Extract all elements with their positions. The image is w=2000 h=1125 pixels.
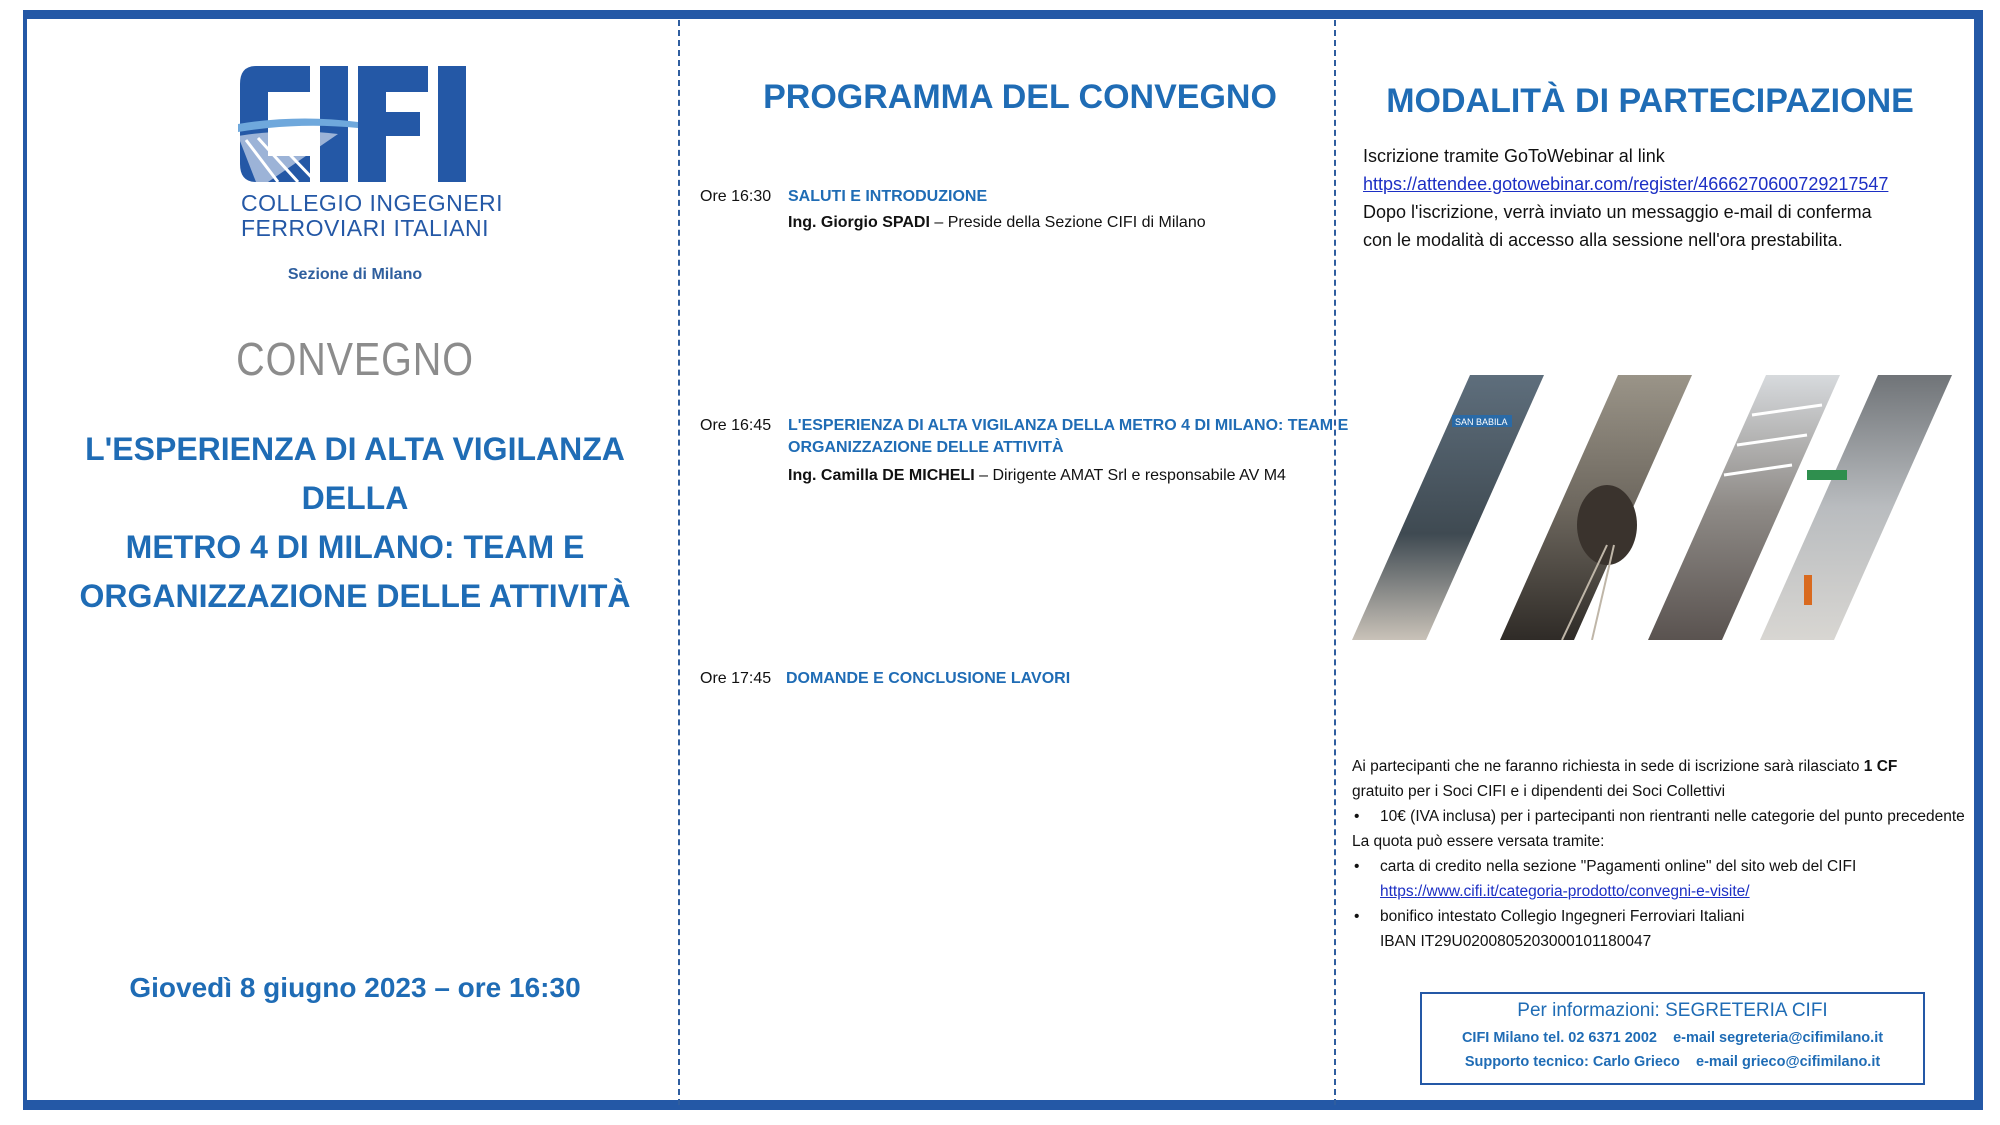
photo-sign: SAN BABILA [1455, 417, 1508, 427]
event-date: Giovedì 8 giugno 2023 – ore 16:30 [129, 972, 581, 1003]
payment-intro: La quota può essere versata tramite: [1352, 833, 1605, 850]
section-label: Sezione di Milano [287, 266, 423, 283]
program-speaker [788, 467, 1286, 485]
payment-link[interactable]: https://www.cifi.it/categoria-prodotto/convegni-e-visite/ [1380, 883, 1750, 900]
fee-item: • 10€ (IVA inclusa) per i partecipanti non rientranti nelle categorie del punto precedente [1352, 804, 1972, 829]
speaker-role: – Preside della Sezione CIFI di Milano [929, 214, 1206, 231]
event-title [40, 425, 670, 621]
program-item-title [788, 415, 1348, 459]
cf-info: Ai partecipanti che ne faranno richiesta in sede di iscrizione sarà rilasciato 1 CF [1352, 758, 1898, 775]
program-item-title: SALUTI E INTRODUZIONE [788, 188, 988, 205]
logo-line-2: FERROVIARI ITALIANI [241, 215, 490, 241]
program-heading: PROGRAMMA DEL CONVEGNO [763, 78, 1277, 116]
event-title-line: METRO 4 DI MILANO: TEAM E [125, 529, 585, 565]
column-divider-right [1334, 20, 1336, 1105]
registration-info [1363, 142, 1963, 254]
payment-bank: • bonifico intestato Collegio Ingegneri Ferroviari Italiani IBAN IT29U0200805203000101180047 [1352, 904, 1972, 954]
fees-and-payment [1352, 754, 1972, 954]
program-item-title-line: ORGANIZZAZIONE DELLE ATTIVITÀ [788, 439, 1064, 456]
program-time: Ore 17:45 [700, 670, 772, 687]
program-time: Ore 16:30 [700, 188, 772, 205]
iban: IBAN IT29U0200805203000101180047 [1380, 933, 1652, 950]
program-item-title-line: L'ESPERIENZA DI ALTA VIGILANZA DELLA METRO 4 DI MILANO: TEAM E [788, 417, 1349, 434]
convegno-label: CONVEGNO [236, 333, 474, 385]
info-support: Supporto tecnico: Carlo Grieco e-mail grieco@cifimilano.it [1464, 1054, 1881, 1070]
program-speaker [788, 214, 1206, 232]
program-item-title: DOMANDE E CONCLUSIONE LAVORI [786, 670, 1071, 687]
info-heading: Per informazioni: SEGRETERIA CIFI [1517, 1000, 1828, 1021]
registration-note: con le modalità di accesso alla sessione nell'ora prestabilita. [1363, 230, 1843, 250]
program-time: Ore 16:45 [700, 417, 772, 434]
cf-info-2: gratuito per i Soci CIFI e i dipendenti dei Soci Collettivi [1352, 783, 1726, 800]
speaker-name: Ing. Giorgio SPADI [788, 214, 930, 231]
event-title-line: L'ESPERIENZA DI ALTA VIGILANZA DELLA [85, 431, 625, 516]
speaker-role: – Dirigente AMAT Srl e responsabile AV M4 [974, 467, 1286, 484]
logo-line-1: COLLEGIO INGEGNERI [241, 190, 504, 216]
participation-heading: MODALITÀ DI PARTECIPAZIONE [1386, 82, 1914, 120]
cifi-logo [238, 64, 483, 184]
registration-note: Dopo l'iscrizione, verrà inviato un messaggio e-mail di conferma [1363, 202, 1872, 222]
event-title-line: ORGANIZZAZIONE DELLE ATTIVITÀ [79, 578, 631, 614]
info-box [1420, 992, 1925, 1085]
metro-photo-strip [1352, 375, 1952, 640]
registration-link[interactable]: https://attendee.gotowebinar.com/register/4666270600729217547 [1363, 174, 1889, 194]
info-contact: CIFI Milano tel. 02 6371 2002 e-mail segreteria@cifimilano.it [1461, 1030, 1884, 1046]
registration-intro: Iscrizione tramite GoToWebinar al link [1363, 146, 1665, 166]
column-divider-left [678, 20, 680, 1105]
speaker-name: Ing. Camilla DE MICHELI [788, 467, 975, 484]
payment-card: • carta di credito nella sezione "Pagamenti online" del sito web del CIFI https://www.cifi.it/categoria-prodotto/convegni-e-visite/ [1352, 854, 1972, 904]
